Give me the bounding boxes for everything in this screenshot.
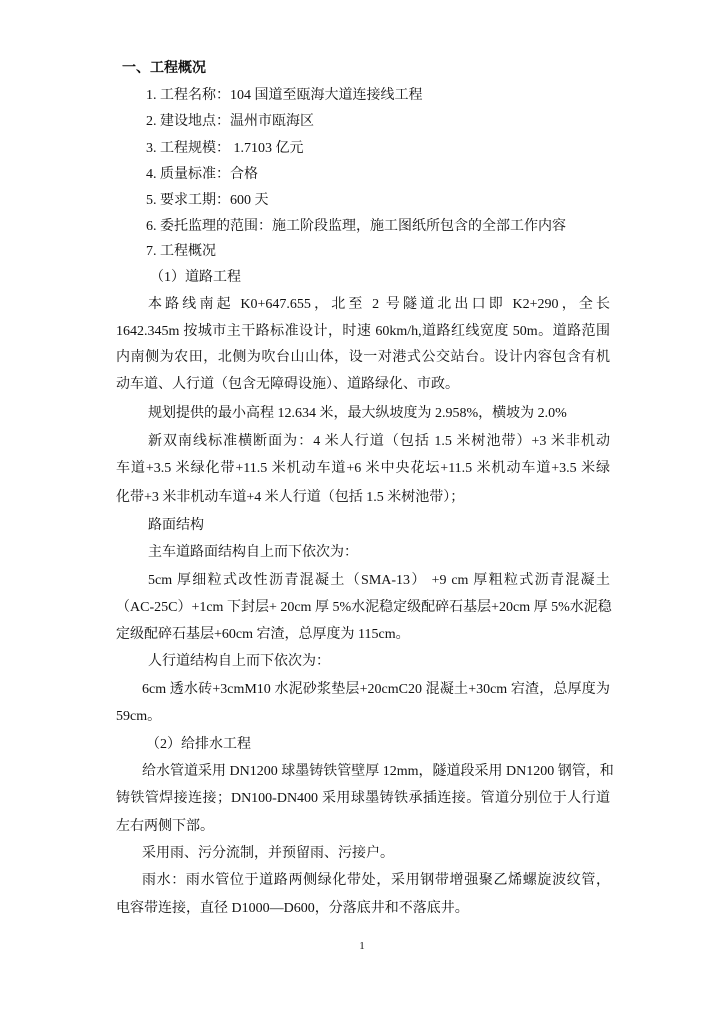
paragraph-line: 给水管道采用 DN1200 球墨铸铁管壁厚 12mm，隧道段采用 DN1200 钢管，和 xyxy=(142,764,614,779)
paragraph-line: 车道+3.5 米绿化带+11.5 米机动车道+6 米中央花坛+11.5 米机动车道+3.5 米绿 xyxy=(116,461,610,476)
subsection-title-road: （1）道路工程 xyxy=(150,270,241,285)
paragraph-line: 内南侧为农田，北侧为吹台山山体，设一对港式公交站台。设计内容包含有机 xyxy=(116,350,610,365)
section-heading: 一、工程概况 xyxy=(122,61,206,76)
paragraph-line: 主车道路面结构自上而下依次为： xyxy=(148,545,358,560)
paragraph-line: 左右两侧下部。 xyxy=(116,819,214,834)
paragraph-line: 人行道结构自上而下依次为： xyxy=(148,654,330,669)
list-item: 5. 要求工期：600 天 xyxy=(146,193,269,208)
list-item: 7. 工程概况 xyxy=(146,244,216,259)
paragraph-line: 定级配碎石基层+60cm 宕渣，总厚度为 115cm。 xyxy=(116,627,410,642)
list-item: 6. 委托监理的范围：施工阶段监理，施工图纸所包含的全部工作内容 xyxy=(146,219,566,234)
paragraph-line: 铸铁管焊接连接；DN100-DN400 采用球墨铸铁承插连接。管道分别位于人行道 xyxy=(116,791,610,806)
paragraph-line: 本路线南起 K0+647.655，北至 2 号隧道北出口即 K2+290，全长 xyxy=(148,297,610,312)
paragraph-line: 雨水：雨水管位于道路两侧绿化带处，采用钢带增强聚乙烯螺旋波纹管， xyxy=(142,873,610,888)
paragraph-line: （AC-25C）+1cm 下封层+ 20cm 厚 5%水泥稳定级配碎石基层+20cm 厚 5%水泥稳 xyxy=(116,600,612,615)
paragraph-line: 新双南线标准横断面为：4 米人行道（包括 1.5 米树池带）+3 米非机动 xyxy=(148,434,610,449)
paragraph-line: 电容带连接，直径 D1000—D600，分落底井和不落底井。 xyxy=(116,901,469,916)
list-item: 1. 工程名称：104 国道至瓯海大道连接线工程 xyxy=(146,88,423,103)
list-item: 3. 工程规模： 1.7103 亿元 xyxy=(146,141,304,156)
paragraph-line: 路面结构 xyxy=(148,518,204,533)
paragraph-line: 5cm 厚细粒式改性沥青混凝土（SMA-13） +9 cm 厚粗粒式沥青混凝土 xyxy=(148,573,610,588)
paragraph-line: 动车道、人行道（包含无障碍设施）、道路绿化、市政。 xyxy=(116,377,459,392)
page-number: 1 xyxy=(359,940,365,952)
paragraph-line: 59cm。 xyxy=(116,709,162,724)
subsection-title-water: （2）给排水工程 xyxy=(146,737,251,752)
list-item: 4. 质量标准：合格 xyxy=(146,167,258,182)
paragraph-line: 1642.345m 按城市主干路标准设计，时速 60km/h,道路红线宽度 50m。道路范围 xyxy=(116,324,610,339)
list-item: 2. 建设地点：温州市瓯海区 xyxy=(146,114,314,129)
paragraph-line: 采用雨、污分流制，并预留雨、污接户。 xyxy=(142,846,394,861)
paragraph-line: 规划提供的最小高程 12.634 米，最大纵坡度为 2.958%，横坡为 2.0% xyxy=(148,406,567,421)
paragraph-line: 6cm 透水砖+3cmM10 水泥砂浆垫层+20cmC20 混凝土+30cm 宕渣，总厚度为 xyxy=(142,682,610,697)
paragraph-line: 化带+3 米非机动车道+4 米人行道（包括 1.5 米树池带）； xyxy=(116,490,465,505)
